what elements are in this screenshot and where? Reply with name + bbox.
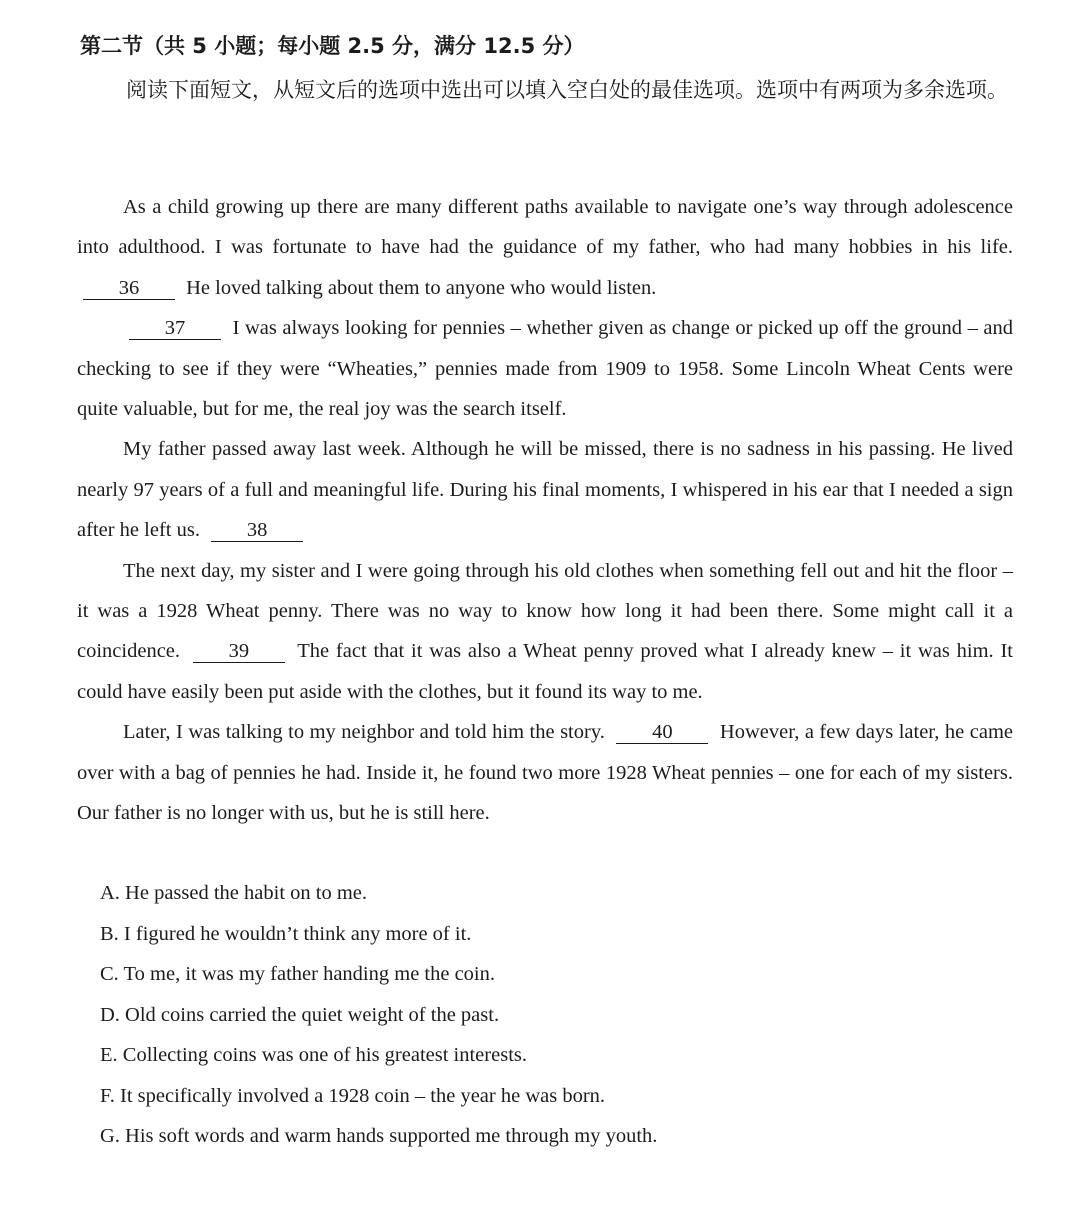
- blank-39: 39: [193, 640, 285, 663]
- section-instructions: 阅读下面短文，从短文后的选项中选出可以填入空白处的最佳选项。选项中有两项为多余选项。: [126, 78, 1008, 102]
- blank-38: 38: [211, 519, 303, 542]
- blank-36: 36: [83, 277, 175, 300]
- option-e: E. Collecting coins was one of his greatest interests.: [100, 1044, 527, 1066]
- option-f: F. It specifically involved a 1928 coin – the year he was born.: [100, 1084, 606, 1107]
- paragraph-text: Later, I was talking to my neighbor and told him the story.: [123, 721, 605, 744]
- paragraph-text: My father passed away last week. Although he will be missed, there is no sadness in his passing. He lived nearly 97 years of a full and meaningful life. During his final moments, I whispered in his ear that I needed a sign after he left us.: [77, 438, 1013, 542]
- option-g: G. His soft words and warm hands supported me through my youth.: [100, 1125, 658, 1147]
- paragraph-text: He loved talking about them to anyone who would listen.: [186, 276, 657, 299]
- section-title: 第二节（共 5 小题；每小题 2.5 分，满分 12.5 分）: [80, 34, 585, 58]
- passage-paragraph-4: [77, 551, 1013, 713]
- option-a: A. He passed the habit on to me.: [100, 882, 368, 904]
- option-b: B. I figured he wouldn’t think any more of it.: [100, 922, 472, 945]
- option-c: C. To me, it was my father handing me the coin.: [100, 963, 496, 985]
- passage-paragraph-1: [77, 187, 1013, 308]
- blank-40: 40: [616, 721, 708, 744]
- reading-passage: [77, 187, 1013, 834]
- paragraph-text: As a child growing up there are many different paths available to navigate one’s way through adolescence into adulthood. I was fortunate to have had the guidance of my father, who had many hobbies in his life.: [77, 196, 1013, 259]
- passage-paragraph-2: [77, 308, 1013, 429]
- passage-paragraph-3: [77, 429, 1013, 550]
- option-d: D. Old coins carried the quiet weight of the past.: [100, 1003, 500, 1026]
- paragraph-text: The fact that it was also a Wheat penny proved what I already knew – it was him. It could have easily been put aside with the clothes, but it found its way to me.: [77, 640, 1013, 703]
- blank-37: 37: [129, 317, 221, 340]
- paragraph-text: The next day, my sister and I were going through his old clothes when something fell out and hit the floor – it was a 1928 Wheat penny. There was no way to know how long it had been there. Some might call it a coincidence.: [77, 559, 1013, 663]
- paragraph-text: I was always looking for pennies – whether given as change or picked up off the ground – and checking to see if they were “Wheaties,” pennies made from 1909 to 1958. Some Lincoln Wheat Cents were quite valuable, but for me, the real joy was the search itself.: [77, 317, 1014, 421]
- paragraph-text: However, a few days later, he came over with a bag of pennies he had. Inside it, he found two more 1928 Wheat pennies – one for each of my sisters. Our father is no longer with us, but he is still here.: [77, 721, 1014, 825]
- answer-options: [100, 873, 657, 1157]
- passage-paragraph-5: [77, 712, 1013, 833]
